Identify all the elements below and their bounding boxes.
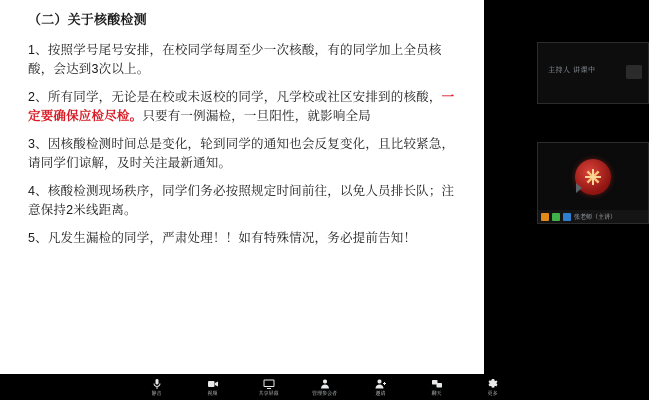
slide-paragraph-2 <box>28 88 464 126</box>
participant-tile-main[interactable] <box>537 142 649 224</box>
mute-label: 静音 <box>151 390 162 397</box>
participants-label: 管理参会者 <box>311 390 337 397</box>
paragraph-2-part-3: 只要有一例漏检，一旦阳性，就影响全局 <box>142 109 371 123</box>
slide-paragraph-1: 1、按照学号尾号安排，在校同学每周至少一次核酸，有的同学加上全员核酸，会达到3次以上。 <box>28 43 442 76</box>
microphone-icon <box>151 378 163 390</box>
paragraph-2-part-1: 2、所有同学，无论是在校或未返校的同学，凡学校或社区安排到的核酸， <box>28 90 442 104</box>
video-label: 视频 <box>207 390 218 397</box>
more-settings-label: 更多 <box>487 390 498 397</box>
mute-button[interactable] <box>140 378 174 397</box>
chat-button[interactable] <box>420 378 454 397</box>
slide-paragraph-4: 4、核酸检测现场秩序，同学们务必按照规定时间前往，以免人员排长队；注意保持2米线距离。 <box>28 184 455 217</box>
chevron-right-icon[interactable] <box>576 183 582 193</box>
gear-icon <box>487 378 499 390</box>
share-screen-icon <box>263 378 275 390</box>
video-button[interactable] <box>196 378 230 397</box>
participants-icon <box>319 378 331 390</box>
avatar-glyph-icon <box>585 169 601 185</box>
chat-icon <box>431 378 443 390</box>
share-screen-label: 共享屏幕 <box>258 390 279 397</box>
signal-icon <box>541 213 549 221</box>
invite-icon <box>375 378 387 390</box>
video-thumbnail-icon <box>626 65 642 79</box>
slide-heading: （二）关于核酸检测 <box>28 12 147 27</box>
more-settings-button[interactable] <box>476 378 510 397</box>
participant-tile-footer <box>538 210 649 223</box>
participants-button[interactable] <box>308 378 342 397</box>
slide-edge-shadow <box>484 0 492 374</box>
slide-paragraph-5: 5、凡发生漏检的同学，严肃处理！！如有特殊情况，务必提前告知！ <box>28 231 417 245</box>
participants-panel <box>537 30 649 370</box>
invite-label: 邀请 <box>375 390 386 397</box>
chat-label: 聊天 <box>431 390 442 397</box>
participant-top-label: 主持人 讲课中 <box>548 67 596 74</box>
camera-status-icon <box>563 213 571 221</box>
camera-icon <box>207 378 219 390</box>
participant-tile-top[interactable] <box>537 42 649 104</box>
share-screen-button[interactable] <box>252 378 286 397</box>
slide-paragraph-3: 3、因核酸检测时间总是变化，轮到同学的通知也会反复变化，且比较紧急，请同学们谅解，及时关注最新通知。 <box>28 137 455 170</box>
participant-name: 张老师（主讲） <box>574 215 617 221</box>
invite-button[interactable] <box>364 378 398 397</box>
paragraph-2-highlight: 一定要确保应检尽检。 <box>28 90 455 123</box>
meeting-toolbar <box>0 374 649 400</box>
microphone-status-icon <box>552 213 560 221</box>
